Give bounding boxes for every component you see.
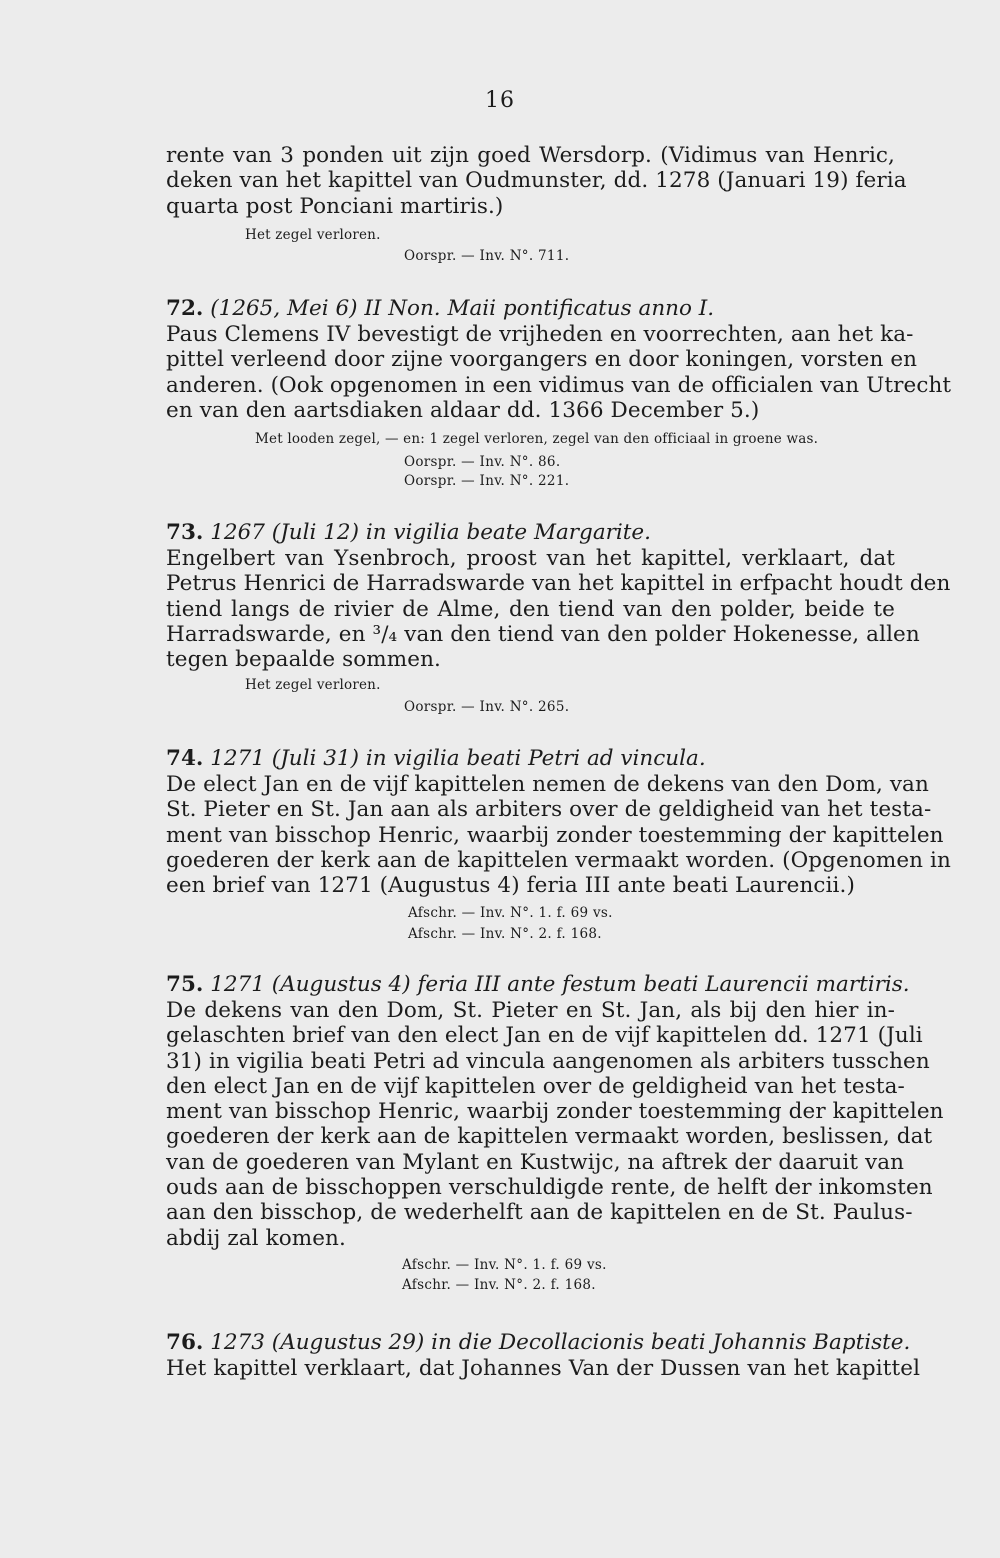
source-reference: Oorspr. — Inv. N°. 711. — [404, 248, 570, 264]
entry-heading — [166, 296, 895, 321]
entry-date: 1271 (Augustus 4) feria III ante festum beati Laurencii martiris. — [210, 972, 910, 997]
source-reference: Afschr. — Inv. N°. 1. f. 69 vs. — [408, 905, 613, 921]
entry-date: 1273 (Augustus 29) in die Decollacionis beati Johannis Baptiste. — [210, 1330, 911, 1355]
source-reference: Afschr. — Inv. N°. 1. f. 69 vs. — [402, 1257, 607, 1273]
text-line: ment van bisschop Henric, waarbij zonder toestemming der kapittelen — [166, 1099, 944, 1125]
text-line: den elect Jan en de vijf kapittelen over de geldigheid van het testa- — [166, 1073, 905, 1099]
page-number: 16 — [485, 88, 515, 113]
text-line: Paus Clemens IV bevestigt de vrijheden en voorrechten, aan het ka- — [166, 322, 914, 347]
entry-number: 72. — [166, 296, 204, 321]
source-reference: Afschr. — Inv. N°. 2. f. 168. — [408, 926, 602, 942]
entry-date: (1265, Mei 6) II Non. Maii pontificatus anno I. — [210, 296, 715, 321]
entry-text — [166, 546, 951, 673]
entry-date: 1271 (Juli 31) in vigilia beati Petri ad vincula. — [210, 746, 706, 771]
entry-text — [166, 998, 944, 1251]
text-line: De dekens van den Dom, St. Pieter en St. Jan, als bij den hier in- — [166, 998, 895, 1023]
text-line: ouds aan de bisschoppen verschuldigde rente, de helft der inkomsten — [166, 1175, 933, 1201]
seal-note: Met looden zegel, — en: 1 zegel verloren, zegel van den officiaal in groene was. — [255, 431, 819, 447]
text-line: tiend langs de rivier de Alme, den tiend van den polder, beide te — [166, 596, 895, 622]
text-line: De elect Jan en de vijf kapittelen nemen de dekens van den Dom, van — [166, 772, 929, 797]
text-line: quarta post Ponciani martiris.) — [166, 193, 504, 219]
source-reference: Afschr. — Inv. N°. 2. f. 168. — [402, 1277, 596, 1293]
text-line: anderen. (Ook opgenomen in een vidimus van de officialen van Utrecht — [166, 372, 952, 398]
text-line: goederen der kerk aan de kapittelen vermaakt worden, beslissen, dat — [166, 1124, 933, 1150]
text-line: Petrus Henrici de Harradswarde van het kapittel in erfpacht houdt den — [166, 571, 951, 597]
text-line: deken van het kapittel van Oudmunster, dd. 1278 (Januari 19) feria — [166, 168, 907, 194]
text-line: Het kapittel verklaart, dat Johannes Van der Dussen van het kapittel — [166, 1356, 921, 1381]
seal-note: Het zegel verloren. — [245, 227, 381, 243]
source-reference: Oorspr. — Inv. N°. 265. — [404, 699, 570, 715]
text-line: tegen bepaalde sommen. — [166, 647, 441, 673]
text-line: St. Pieter en St. Jan aan als arbiters over de geldigheid van het testa- — [166, 797, 932, 823]
entry-date: 1267 (Juli 12) in vigilia beate Margarite. — [210, 520, 651, 545]
intro-paragraph — [166, 143, 907, 219]
entry-number: 73. — [166, 520, 204, 545]
text-line: een brief van 1271 (Augustus 4) feria III ante beati Laurencii.) — [166, 873, 855, 899]
text-line: 31) in vigilia beati Petri ad vincula aangenomen als arbiters tusschen — [166, 1048, 930, 1074]
text-line: ment van bisschop Henric, waarbij zonder toestemming der kapittelen — [166, 822, 944, 848]
entry-number: 76. — [166, 1330, 204, 1355]
text-line: goederen der kerk aan de kapittelen vermaakt worden. (Opgenomen in — [166, 847, 951, 873]
entry-number: 74. — [166, 746, 204, 771]
entry-text — [166, 772, 951, 899]
text-line: van de goederen van Mylant en Kustwijc, na aftrek der daaruit van — [166, 1149, 905, 1175]
entry-text — [166, 1356, 921, 1381]
text-line: aan den bisschop, de wederhelft aan de kapittelen en de St. Paulus- — [166, 1200, 913, 1226]
text-line: pittel verleend door zijne voorgangers en door koningen, vorsten en — [166, 347, 918, 373]
entry-heading — [166, 1330, 911, 1355]
entry-number: 75. — [166, 972, 204, 997]
entry-text — [166, 322, 952, 423]
text-line: abdij zal komen. — [166, 1225, 346, 1251]
text-line: Harradswarde, en ³/₄ van den tiend van den polder Hokenesse, allen — [166, 621, 920, 647]
entry-heading — [166, 972, 910, 997]
source-reference: Oorspr. — Inv. N°. 86. — [404, 454, 561, 470]
source-reference: Oorspr. — Inv. N°. 221. — [404, 473, 570, 489]
text-line: gelaschten brief van den elect Jan en de vijf kapittelen dd. 1271 (Juli — [166, 1023, 923, 1049]
text-line: Engelbert van Ysenbroch, proost van het kapittel, verklaart, dat — [166, 546, 895, 571]
entry-heading — [166, 746, 895, 771]
seal-note: Het zegel verloren. — [245, 677, 381, 693]
text-line: rente van 3 ponden uit zijn goed Wersdorp. (Vidimus van Henric, — [166, 143, 895, 168]
entry-heading — [166, 520, 895, 545]
text-line: en van den aartsdiaken aldaar dd. 1366 December 5.) — [166, 397, 760, 423]
